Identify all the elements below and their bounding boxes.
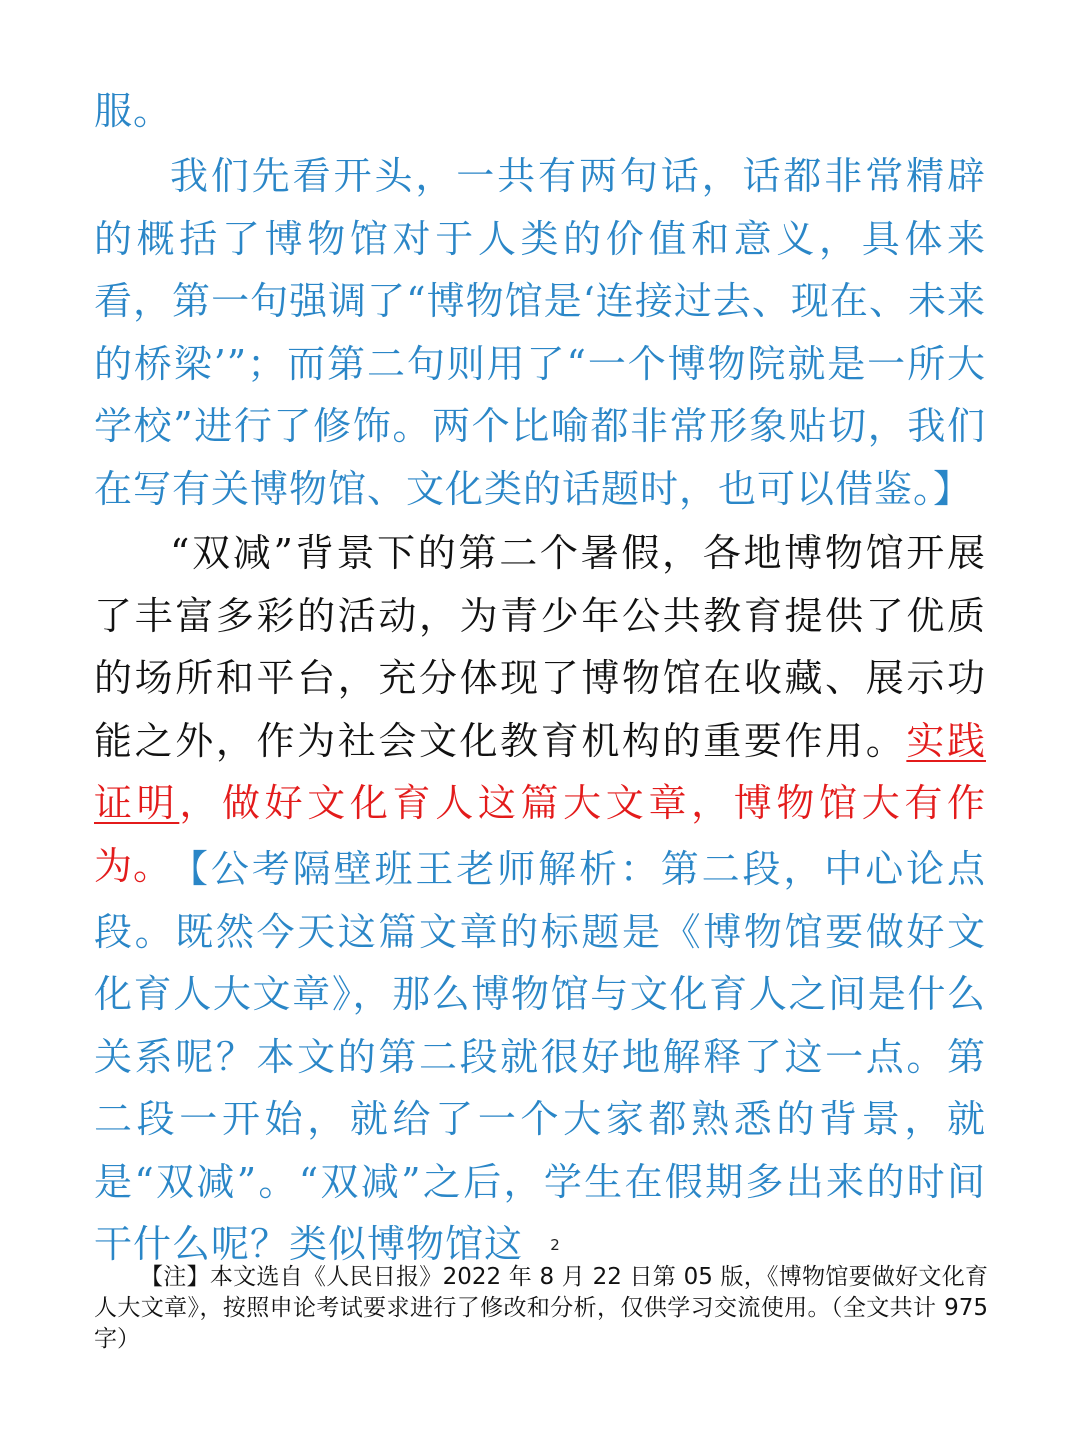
page-number: 2: [550, 1236, 560, 1254]
paragraph-text: 【公考隔壁班王老师解析：第二段，中心论点段。既然今天这篇文章的标题是《博物馆要做好文化育人大文章》，那么博物馆与文化育人之间是什么关系呢？本文的第二段就很好地解释了这一点。第二段一开始，就给了一个大家都熟悉的背景，就是“双减”。“双减”之后，学生在假期多出来的时间干什么呢？类似博物馆这: [94, 847, 986, 1266]
paragraph-text: 服。: [94, 89, 173, 133]
paragraph-text: “双减”背景下的第二个暑假，各地博物馆开展了丰富多彩的活动，为青少年公共教育提供了优质的场所和平台，充分体现了博物馆在收藏、展示功能之外，作为社会文化教育机构的重要作用。: [94, 531, 986, 763]
paragraph-text: 我们先看开头，一共有两句话，话都非常精辟的概括了博物馆对于人类的价值和意义，具体来看，第一句强调了“博物馆是‘连接过去、现在、未来的桥梁’”；而第二句则用了“一个博物院就是一所大学校”进行了修饰。两个比喻都非常形象贴切，我们在写有关博物馆、文化类的话题时，也可以借鉴。】: [94, 154, 986, 511]
emphasis-underlined-text: 实践证明: [94, 718, 986, 825]
emphasis-red-text: ，做好文化育人这篇大文章，博物馆大有作为。: [94, 781, 986, 888]
analysis-paragraph: [94, 838, 986, 1276]
footnote: 【注】本文选自《人民日报》2022 年 8 月 22 日第 05 版，《博物馆要做好文化育人大文章》，按照申论考试要求进行了修改和分析，仅供学习交流使用。（全文共计 975 字）: [94, 1264, 988, 1352]
analysis-opening-paragraph: [94, 145, 986, 520]
paragraph-fragment-end: [94, 80, 986, 143]
